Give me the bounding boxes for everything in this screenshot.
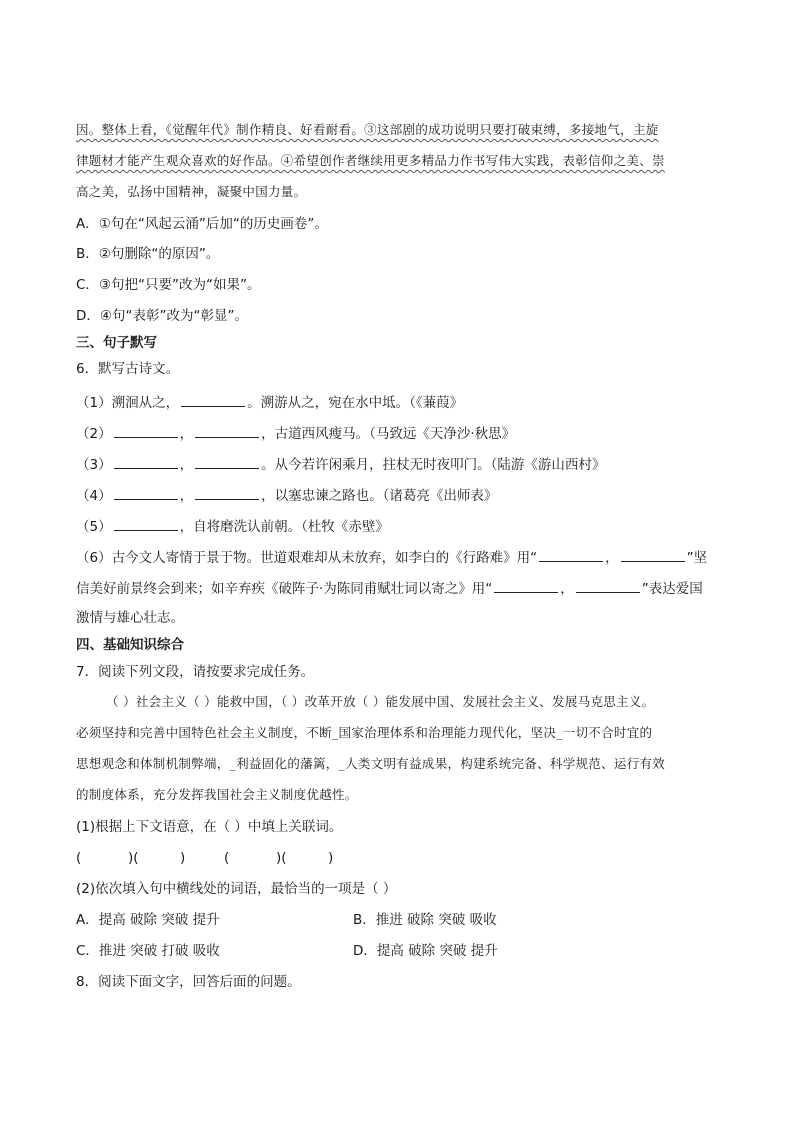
- q6-item-2: [76, 423, 515, 443]
- answer-blank[interactable]: [114, 516, 178, 531]
- q7-passage-line-1: （ ）社会主义（ ）能救中国，（ ）改革开放（ ）能发展中国、发展社会主义、发展马克思主义。: [106, 694, 655, 709]
- conjunction-blanks-row: [76, 849, 333, 867]
- q6-item-6-l1-sep: ，: [605, 550, 619, 566]
- q6-item-4: [76, 485, 497, 505]
- q5-option-d: D．④句“表彰”改为“彰显”。: [76, 308, 248, 324]
- section-4-title: 四、基础知识综合: [76, 637, 184, 653]
- q6-item-5: [76, 516, 389, 536]
- passage-line-3: [76, 183, 306, 201]
- q6-item-6-line-2: [76, 578, 703, 598]
- q6-item-2-sep: ，: [179, 426, 194, 442]
- q7-sub-1: (1)根据上下文语意，在（ ）中填上关联词。: [76, 819, 343, 835]
- answer-blank[interactable]: [195, 423, 259, 438]
- answer-blank[interactable]: [195, 454, 259, 469]
- paren-close-2[interactable]: ): [328, 850, 334, 866]
- q6-item-6-l1-prefix: （6）古今文人寄情于景于物。世道艰难却从未放弃，如李白的《行路难》用“: [76, 550, 538, 566]
- q6-item-6-l1-suffix: ”坚: [686, 550, 708, 566]
- paren-mid-2[interactable]: )(: [276, 850, 287, 866]
- section-3-title: 三、句子默写: [76, 335, 157, 351]
- q7-passage-line-4: 的制度体系，充分发挥我国社会主义制度优越性。: [76, 787, 358, 802]
- paren-open-2: (: [224, 850, 230, 866]
- paren-close-1[interactable]: ): [180, 850, 186, 866]
- q8-title: 8．阅读下面文字，回答后面的问题。: [76, 974, 301, 990]
- q7-sub-2: (2)依次填入句中横线处的词语，最恰当的一项是（ ）: [76, 881, 397, 897]
- q6-item-6-line-3: 激情与雄心壮志。: [76, 610, 184, 626]
- q6-item-5-suffix: ，自将磨洗认前朝。（杜牧《赤壁》: [179, 519, 389, 535]
- q6-item-4-suffix: ，以塞忠谏之路也。（诸葛亮《出师表》: [261, 488, 498, 504]
- q6-item-4-sep: ，: [179, 488, 194, 504]
- passage-line-2: [76, 152, 665, 170]
- q6-item-1-suffix: 。溯游从之，宛在水中坻。（《蒹葭》: [247, 395, 464, 411]
- answer-blank[interactable]: [494, 578, 558, 593]
- passage-line-2-text: 律题材才能产生观众喜欢的好作品。④希望创作者继续用更多精品力作书写伟大实践，表彰信仰之美、崇: [76, 153, 665, 168]
- q6-item-3-suffix: 。从今若许闲乘月，拄杖无时夜叩门。（陆游《游山西村》: [261, 457, 606, 473]
- passage-line-1: [76, 121, 659, 139]
- answer-blank[interactable]: [576, 578, 640, 593]
- answer-blank[interactable]: [181, 392, 245, 407]
- q6-title: 6．默写古诗文。: [76, 361, 180, 377]
- answer-blank[interactable]: [539, 547, 603, 562]
- q7-passage-line-3: 思想观念和体制机制弊端，_利益固化的藩篱，_人类文明有益成果，构建系统完备、科学规范、运行有效: [76, 756, 666, 771]
- answer-blank[interactable]: [114, 423, 178, 438]
- q6-item-1: [76, 392, 463, 412]
- passage-line-3-text: 高之美，弘扬中国精神，凝聚中国力量。: [76, 184, 307, 199]
- q6-item-1-prefix: （1）溯洄从之，: [76, 395, 180, 411]
- answer-blank[interactable]: [114, 454, 178, 469]
- answer-blank[interactable]: [195, 485, 259, 500]
- q7-option-b[interactable]: B．推进 破除 突破 吸收: [353, 912, 497, 928]
- passage-line-1-text: 因。整体上看，《觉醒年代》制作精良、好看耐看。③这部剧的成功说明只要打破束缚，多接地气，主旋: [76, 122, 659, 137]
- q6-item-3-sep: ，: [179, 457, 194, 473]
- paren-mid-1[interactable]: )(: [128, 850, 139, 866]
- q7-option-d[interactable]: D．提高 破除 突破 提升: [353, 943, 498, 959]
- q5-option-b: B．②句删除“的原因”。: [76, 246, 220, 262]
- q6-item-6-l2-prefix: 信美好前景终会到来；如辛弃疾《破阵子·为陈同甫赋壮词以寄之》用“: [76, 581, 493, 597]
- q5-option-a: A．①句在“风起云涌”后加“的历史画卷”。: [76, 216, 328, 232]
- q6-item-3-prefix: （3）: [76, 457, 112, 473]
- answer-blank[interactable]: [621, 547, 685, 562]
- q6-item-2-suffix: ，古道西风瘦马。（马致远《天净沙·秋思》: [261, 426, 516, 442]
- q6-item-6-l2-sep: ，: [560, 581, 574, 597]
- q6-item-2-prefix: （2）: [76, 426, 112, 442]
- q6-item-5-prefix: （5）: [76, 519, 112, 535]
- q5-option-c: C．③句把“只要”改为“如果”。: [76, 277, 261, 293]
- q7-option-a[interactable]: A．提高 破除 突破 提升: [76, 912, 220, 928]
- paren-open-1: (: [76, 850, 82, 866]
- q7-title: 7．阅读下列文段，请按要求完成任务。: [76, 664, 315, 680]
- answer-blank[interactable]: [114, 485, 178, 500]
- q6-item-4-prefix: （4）: [76, 488, 112, 504]
- q6-item-6-l2-suffix: ”表达爱国: [641, 581, 703, 597]
- q7-option-c[interactable]: C．推进 突破 打破 吸收: [76, 943, 220, 959]
- q7-passage-line-2: 必须坚持和完善中国特色社会主义制度，不断_国家治理体系和治理能力现代化，坚决_一切不合时宜的: [76, 725, 653, 740]
- q6-item-3: [76, 454, 605, 474]
- q6-item-6-line-1: [76, 547, 707, 567]
